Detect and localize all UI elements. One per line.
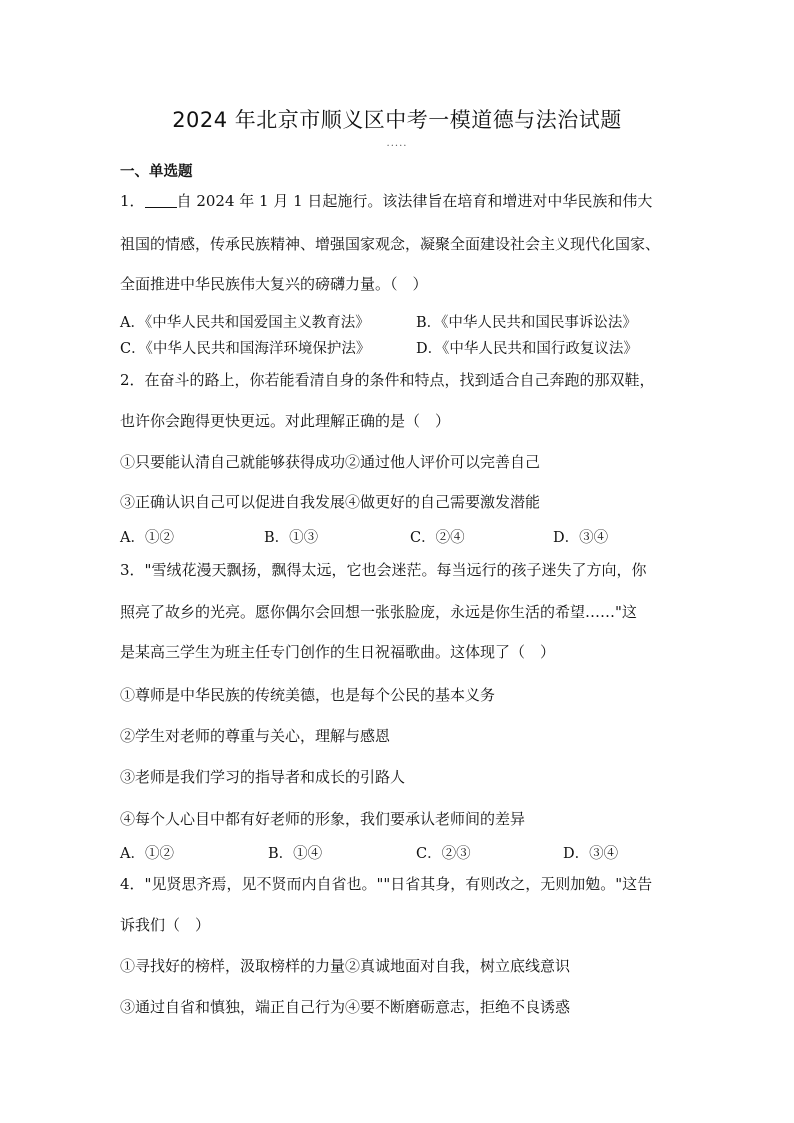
q2-option-b[interactable]: B．①③ (264, 530, 319, 546)
q3-statement-3: ③老师是我们学习的指导者和成长的引路人 (120, 768, 406, 786)
q1-option-c[interactable]: C．《中华人民共和国海洋环境保护法》 (120, 341, 371, 357)
q3-option-c[interactable]: C．②③ (416, 846, 471, 862)
q2-option-a[interactable]: A．①② (120, 530, 174, 546)
q2-line-1: 2．在奋斗的路上，你若能看清自身的条件和特点，找到适合自己奔跑的那双鞋， (120, 371, 655, 389)
q4-statements-2: ③通过自省和慎独，端正自己行为④要不断磨砺意志，拒绝不良诱惑 (120, 998, 571, 1016)
q2-line-2: 也许你会跑得更快更远。对此理解正确的是（ ） (120, 412, 451, 430)
q1-line-3: 全面推进中华民族伟大复兴的磅礴力量。（ ） (120, 275, 428, 293)
q1-number: 1． (120, 192, 145, 210)
section-heading: 一、单选题 (120, 164, 193, 180)
q1-option-d[interactable]: D．《中华人民共和国行政复议法》 (416, 341, 638, 357)
q2-option-d[interactable]: D．③④ (553, 530, 609, 546)
q3-line-1: 3．"雪绒花漫天飘扬，飘得太远，它也会迷茫。每当远行的孩子迷失了方向，你 (120, 561, 647, 579)
q1-option-b[interactable]: B．《中华人民共和国民事诉讼法》 (416, 315, 637, 331)
q1-option-a[interactable]: A．《中华人民共和国爱国主义教育法》 (120, 315, 370, 331)
q1-answer-blank[interactable] (145, 193, 177, 208)
q1-line-1 (120, 190, 652, 211)
q4-line-1: 4．"见贤思齐焉，见不贤而内自省也。""日省其身，有则改之，无则加勉。"这告 (120, 875, 653, 893)
q3-statement-4: ④每个人心目中都有好老师的形象，我们要承认老师间的差异 (120, 810, 526, 828)
title-dots: ..... (386, 138, 408, 149)
q2-statements-1: ①只要能认清自己就能够获得成功②通过他人评价可以完善自己 (120, 453, 541, 471)
q3-option-b[interactable]: B．①④ (268, 846, 323, 862)
q4-line-2: 诉我们（ ） (120, 916, 211, 934)
q3-statement-1: ①尊师是中华民族的传统美德，也是每个公民的基本义务 (120, 686, 496, 704)
q3-statement-2: ②学生对老师的尊重与关心，理解与感恩 (120, 727, 391, 745)
q3-line-2: 照亮了故乡的光亮。愿你偶尔会回想一张张脸庞，永远是你生活的希望……"这 (120, 603, 637, 621)
q3-line-3: 是某高三学生为班主任专门创作的生日祝福歌曲。这体现了（ ） (120, 643, 556, 661)
q1-text-1: 自 2024 年 1 月 1 日起施行。该法律旨在培育和增进对中华民族和伟大 (176, 192, 653, 210)
page-title: 2024 年北京市顺义区中考一模道德与法治试题 (172, 108, 622, 132)
q2-statements-2: ③正确认识自己可以促进自我发展④做更好的自己需要激发潜能 (120, 493, 541, 511)
q2-option-c[interactable]: C．②④ (410, 530, 465, 546)
q3-option-d[interactable]: D．③④ (563, 846, 619, 862)
q1-line-2: 祖国的情感，传承民族精神、增强国家观念，凝聚全面建设社会主义现代化国家、 (120, 235, 661, 253)
q4-statements-1: ①寻找好的榜样，汲取榜样的力量②真诚地面对自我，树立底线意识 (120, 957, 571, 975)
q3-option-a[interactable]: A．①② (120, 846, 174, 862)
